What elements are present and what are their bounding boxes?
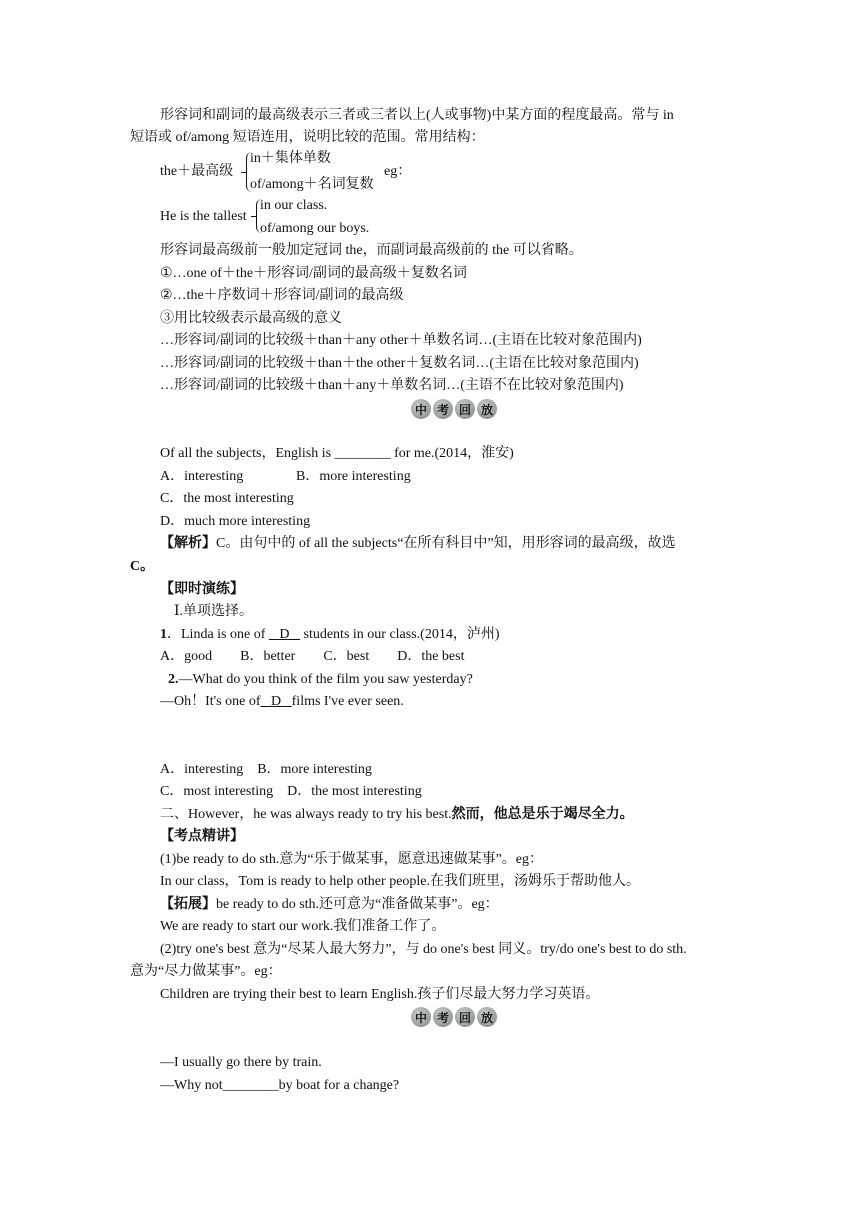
practice-q1 bbox=[160, 626, 499, 644]
badge-char: 放 bbox=[477, 399, 497, 419]
exam1-question: Of all the subjects，English is ________ for me.(2014，淮安) bbox=[160, 446, 514, 461]
article-note: 形容词最高级前一般加定冠词 the，而副词最高级前的 the 可以省略。 bbox=[160, 243, 583, 258]
structure-prefix: the＋最高级 bbox=[160, 164, 234, 179]
exam2-line-1: —I usually go there by train. bbox=[160, 1055, 322, 1070]
point-3: ③用比较级表示最高级的意义 bbox=[160, 311, 342, 326]
badge-char: 考 bbox=[433, 399, 453, 419]
section2-title: 二、However，he was always ready to try his best.然而，他总是乐于竭尽全力。 bbox=[160, 807, 634, 822]
practice-q2 bbox=[168, 671, 473, 689]
q1-number: 1 bbox=[160, 627, 167, 642]
badge-char: 回 bbox=[455, 399, 475, 419]
example-option-2: of/among our boys. bbox=[260, 221, 370, 236]
point-2: ②…the＋序数词＋形容词/副词的最高级 bbox=[160, 288, 404, 303]
rule-2: …形容词/副词的比较级＋than＋the other＋复数名词…(主语在比较对象范围内) bbox=[160, 356, 639, 371]
section2-p2-example: Children are trying their best to learn English.孩子们尽最大努力学习英语。 bbox=[160, 987, 600, 1002]
point-1: ①…one of＋the＋形容词/副词的最高级＋复数名词 bbox=[160, 266, 467, 281]
example-prefix: He is the tallest bbox=[160, 209, 247, 224]
structure-eg: eg： bbox=[384, 164, 412, 179]
q1-rest: students in our class.(2014，泸州) bbox=[303, 627, 500, 642]
q2-options-2: C．most interesting D．the most interesting bbox=[160, 784, 422, 799]
extension-example: We are ready to start our work.我们准备工作了。 bbox=[160, 919, 446, 934]
badge-char: 中 bbox=[411, 399, 431, 419]
section2-p2-line-1: (2)try one's best 意为“尽某人最大努力”，与 do one's best 同义。try/do one's best to do sth. bbox=[160, 942, 687, 957]
structure-option-2: of/among＋名词复数 bbox=[250, 177, 374, 192]
practice-heading: 【即时演练】 bbox=[160, 582, 244, 597]
badge-char: 中 bbox=[411, 1007, 431, 1027]
q2-answer: D bbox=[271, 694, 282, 709]
exam2-line-2: —Why not________by boat for a change? bbox=[160, 1078, 400, 1093]
badge-char: 放 bbox=[477, 1007, 497, 1027]
exam1-analysis bbox=[160, 535, 676, 553]
rule-3: …形容词/副词的比较级＋than＋any＋单数名词…(主语不在比较对象范围内) bbox=[160, 378, 624, 393]
q2-text: —What do you think of the film you saw yesterday? bbox=[178, 672, 473, 687]
badge-char: 考 bbox=[433, 1007, 453, 1027]
intro-line-1: 形容词和副词的最高级表示三者或三者以上(人或事物)中某方面的程度最高。常与 in bbox=[160, 108, 674, 123]
exam1-option-a: A．interesting bbox=[160, 469, 244, 484]
exam1-option-b: B．more interesting bbox=[296, 469, 411, 484]
analysis-label: 【解析】 bbox=[160, 536, 216, 551]
q1-text: ．Linda is one of bbox=[167, 627, 266, 642]
practice-subheading: Ⅰ.单项选择。 bbox=[174, 604, 254, 619]
exam-review-badge bbox=[411, 399, 497, 419]
intro-line-2: 短语或 of/among 短语连用，说明比较的范围。常用结构： bbox=[130, 130, 485, 145]
structure-option-1: in＋集体单数 bbox=[250, 151, 331, 166]
q1-options: A．good B．better C．best D．the best bbox=[160, 649, 465, 664]
q2-line-2: —Oh！It's one of D films I've ever seen. bbox=[160, 694, 404, 709]
section2-p1-example: In our class，Tom is ready to help other people.在我们班里，汤姆乐于帮助他人。 bbox=[160, 874, 641, 889]
extension: 【拓展】be ready to do sth.还可意为“准备做某事”。eg： bbox=[160, 897, 499, 912]
analysis-end: C。 bbox=[130, 559, 155, 574]
q1-answer: D bbox=[279, 627, 290, 642]
section2-p1: (1)be ready to do sth.意为“乐于做某事，愿意迅速做某事”。eg： bbox=[160, 852, 543, 867]
q2-options-1: A．interesting B．more interesting bbox=[160, 762, 372, 777]
focus-heading: 【考点精讲】 bbox=[160, 829, 244, 844]
q2-number: 2. bbox=[168, 672, 179, 687]
exam1-option-d: D．much more interesting bbox=[160, 514, 311, 529]
section2-p2-line-2: 意为“尽力做某事”。eg： bbox=[130, 964, 282, 979]
analysis-text: C。由句中的 of all the subjects“在所有科目中”知，用形容词的最高级，故选 bbox=[216, 536, 676, 551]
badge-char: 回 bbox=[455, 1007, 475, 1027]
exam1-option-c: C．the most interesting bbox=[160, 491, 294, 506]
exam-review-badge bbox=[411, 1007, 497, 1027]
rule-1: …形容词/副词的比较级＋than＋any other＋单数名词…(主语在比较对象范围内) bbox=[160, 333, 642, 348]
example-option-1: in our class. bbox=[260, 198, 328, 213]
